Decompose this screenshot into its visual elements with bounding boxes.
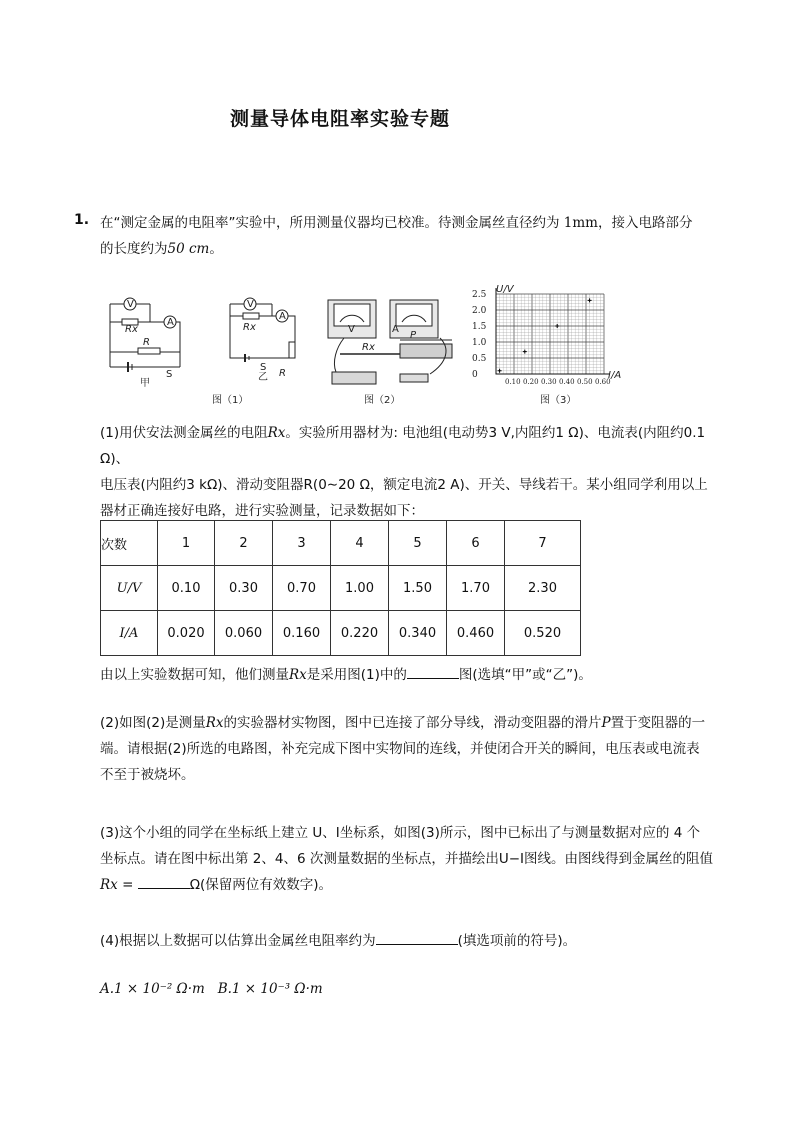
intro-line2-end: 。: [209, 241, 223, 257]
conclusion-text: [100, 662, 720, 688]
conclusion-post: 图(选填“甲”或“乙”)。: [458, 667, 592, 683]
conclusion-pre: 由以上实验数据可知，他们测量: [100, 667, 289, 683]
part2-line1-end: 置于变阻器的一: [610, 715, 706, 731]
circuit-jia: [110, 298, 180, 372]
table-header-row: [101, 521, 581, 566]
table-header-cell: 2: [215, 521, 273, 566]
graph-x-tick: 0.50: [577, 378, 593, 386]
table-cell: 0.020: [158, 611, 215, 656]
table-cell: 0.060: [215, 611, 273, 656]
apparatus-v: V: [348, 324, 355, 335]
part2-rx: Rx: [205, 715, 224, 731]
circuit-jia-label: 甲: [140, 378, 150, 389]
answer-blank-resistance[interactable]: [138, 874, 190, 889]
part4-post: (填选项前的符号)。: [457, 933, 577, 949]
table-cell: 0.30: [215, 566, 273, 611]
part3-rx-eq: Rx =: [100, 877, 134, 893]
question-number: 1.: [74, 212, 90, 228]
part1-line3: 器材正确连接好电路，进行实验测量，记录数据如下：: [100, 503, 424, 519]
part2-line1: (2)如图(2)是测量: [100, 715, 206, 731]
table-cell: 0.220: [331, 611, 389, 656]
rheostat-icon: [138, 348, 160, 354]
graph-y-tick: 2.0: [472, 306, 487, 316]
graph-x-tick: 0.40: [559, 378, 575, 386]
part4-text: [100, 928, 720, 954]
part1-line2: 电压表(内阻约3 kΩ)、滑动变阻器R(0∼20 Ω，额定电流2 A)、开关、导线若干。某小组同学利用以上: [100, 477, 708, 493]
fig3-caption: 图（3）: [540, 395, 577, 406]
table-header-cell: 次数: [101, 521, 158, 566]
diameter-value: 1mm: [563, 215, 598, 231]
part3-line3-post: Ω(保留两位有效数字)。: [189, 877, 333, 893]
graph-y-tick: 1.5: [472, 322, 487, 332]
circuit-jia-v: V: [127, 299, 134, 310]
circuit-yi-v: V: [247, 299, 254, 310]
graph-x-tick: 0.10: [505, 378, 521, 386]
intro-line2: 的长度约为: [100, 241, 168, 257]
part1-text: [100, 420, 720, 524]
graph-x-tick: 0.60: [595, 378, 611, 386]
battery-icon: [332, 372, 376, 384]
table-cell: 1.50: [389, 566, 447, 611]
options: [100, 976, 720, 1002]
switch-icon: [400, 374, 428, 382]
circuit-yi-label: 乙: [258, 372, 268, 383]
part3-line2: 坐标点。请在图中标出第 2、4、6 次测量数据的坐标点，并描绘出U−I图线。由图线得到金属丝的阻值: [100, 851, 714, 867]
part2-text: [100, 710, 720, 788]
table-header-cell: 1: [158, 521, 215, 566]
table-cell: 1.00: [331, 566, 389, 611]
circuit-jia-a: A: [167, 317, 174, 328]
data-point: [588, 298, 592, 302]
graph-x-axis-label: I/A: [608, 370, 622, 381]
conclusion-mid: 是采用图(1)中的: [306, 667, 407, 683]
question-intro: [100, 210, 720, 262]
table-cell: 0.520: [505, 611, 581, 656]
page-title: 测量导体电阻率实验专题: [229, 108, 450, 130]
table-i-label: I/A: [101, 611, 158, 656]
table-cell: 0.340: [389, 611, 447, 656]
option-a: A.1 × 10⁻² Ω·m: [100, 981, 205, 997]
part3-line1: (3)这个小组的同学在坐标纸上建立 U、I坐标系，如图(3)所示，图中已标出了与测量数据对应的 4 个: [100, 825, 701, 841]
answer-blank-resistivity[interactable]: [376, 930, 458, 945]
table-cell: 1.70: [447, 566, 505, 611]
part4-pre: (4)根据以上数据可以估算出金属丝电阻率约为: [100, 933, 376, 949]
circuit-yi-a: A: [279, 311, 286, 322]
answer-blank-circuit[interactable]: [407, 664, 459, 679]
part2-line3: 不至于被烧坏。: [100, 767, 195, 783]
part3-text: [100, 820, 720, 898]
intro-line1: 在“测定金属的电阻率”实验中，所用测量仪器均已校准。待测金属丝直径约为: [100, 215, 560, 231]
graph-y-tick: 2.5: [472, 290, 487, 300]
option-b: B.1 × 10⁻³ Ω·m: [217, 981, 323, 997]
graph-x-tick: 0.20: [523, 378, 539, 386]
table-u-label: U/V: [101, 566, 158, 611]
apparatus-a: A: [392, 324, 399, 335]
circuit-yi-rx: Rx: [243, 322, 256, 333]
table-cell: 0.10: [158, 566, 215, 611]
graph-y-tick: 1.0: [472, 338, 487, 348]
rheostat-icon: [289, 342, 295, 358]
circuit-yi-r: R: [279, 368, 286, 379]
fig1-caption: 图（1）: [212, 395, 249, 406]
graph-y-tick: 0: [472, 370, 478, 380]
conclusion-rx: Rx: [289, 667, 307, 683]
part1-rx: Rx: [267, 425, 286, 441]
data-table: [100, 520, 581, 656]
table-header-cell: 4: [331, 521, 389, 566]
rx-resistor-icon: [243, 313, 259, 319]
circuit-yi-s: S: [260, 362, 267, 373]
data-point: [523, 350, 527, 354]
part2-p: P: [601, 715, 611, 731]
apparatus-p: P: [410, 330, 417, 341]
fig2-caption: 图（2）: [364, 395, 401, 406]
table-header-cell: 3: [273, 521, 331, 566]
table-row-u: [101, 566, 581, 611]
intro-line1-end: ，接入电路部分: [598, 215, 693, 231]
circuit-yi: [230, 298, 295, 362]
table-cell: 0.160: [273, 611, 331, 656]
length-value: 50 cm: [167, 241, 210, 257]
circuit-jia-s: S: [166, 369, 173, 380]
circuit-jia-rx: Rx: [125, 324, 138, 335]
data-point: [555, 324, 559, 328]
table-header-cell: 6: [447, 521, 505, 566]
table-cell: 2.30: [505, 566, 581, 611]
table-header-cell: 7: [505, 521, 581, 566]
circuit-jia-r: R: [143, 337, 150, 348]
table-row-i: [101, 611, 581, 656]
table-cell: 0.460: [447, 611, 505, 656]
part1-line1: (1)用伏安法测金属丝的电阻: [100, 425, 268, 441]
figures: [100, 282, 640, 412]
part2-line2: 端。请根据(2)所选的电路图，补充完成下图中实物间的连线，并使闭合开关的瞬间，电压表或电流表: [100, 741, 700, 757]
data-point: [498, 369, 502, 373]
apparatus-rx: Rx: [362, 342, 375, 353]
graph-x-tick: 0.30: [541, 378, 557, 386]
table-header-cell: 5: [389, 521, 447, 566]
graph-y-tick: 0.5: [472, 354, 487, 364]
part1-line1-post: 。实验所用器材为: 电池组(电动势3 V,内阻约1 Ω)、电流表(内阻约0.1 Ω)、: [100, 425, 706, 467]
part2-line1-post: 的实验器材实物图，图中已连接了部分导线，滑动变阻器的滑片: [223, 715, 602, 731]
rheostat-device-icon: [400, 344, 452, 358]
table-cell: 0.70: [273, 566, 331, 611]
graph-y-axis-label: U/V: [496, 284, 514, 295]
apparatus-illustration: [328, 300, 452, 384]
u-i-graph: [496, 288, 610, 374]
